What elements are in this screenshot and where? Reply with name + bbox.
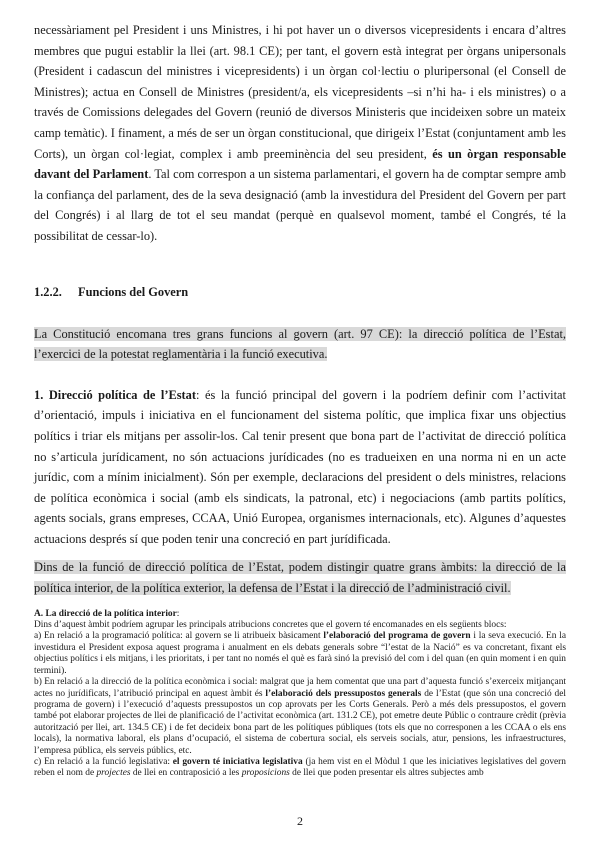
highlight-paragraph-2 [34, 557, 566, 598]
item-a [34, 631, 566, 677]
subsection-colon: : [176, 608, 180, 619]
subsection-heading: A. La direcció de la política interior [34, 608, 177, 619]
point1-title: 1. Direcció política de l’Estat [34, 387, 196, 402]
intro-paragraph [34, 20, 566, 247]
subsection-intro: Dins d’aquest àmbit podríem agrupar les principals atribucions concretes que el govern té encomanades en els següents blocs: [34, 620, 507, 631]
section-title: Funcions del Govern [78, 284, 189, 299]
item-c-bold: el govern té iniciativa legislativa [172, 756, 303, 767]
highlight-paragraph-1 [34, 324, 566, 365]
point1-paragraph [34, 385, 566, 550]
intro-text-1: necessàriament pel President i uns Ministres, i hi pot haver un o diversos vicepresidents i encara d’altres membres que pugui establir la llei (art. 98.1 CE); per tant, el govern està integrat per òrgans unipersonals (President i cadascun del ministres i vicepresidents) i un òrgan col·lectiu o pluripersonal (el Consell de Ministres); actua en Consell de Ministres (president/a, els vicepresidents –si n’hi ha- i els ministres) o a través de Comissions delegades del Govern (reunió de diversos Ministeris que incideixen sobre un mateix camp temàtic). I finament, a més de ser un òrgan constitucional, que dirigeix l’Estat (conjuntament amb les Corts), un òrgan col·legiat, complex i amb preeminència del seu president, [34, 23, 566, 161]
item-c-italic1: projectes [96, 768, 131, 779]
page-number: 2 [297, 814, 303, 828]
subsection-title [34, 609, 566, 620]
item-c [34, 757, 566, 780]
section-heading [34, 282, 566, 302]
item-c-post: de llei que poden presentar els altres subjectes amb [289, 768, 484, 779]
item-b-bold: l’elaboració dels pressupostos generals [265, 688, 422, 699]
highlight-text-1: La Constitució encomana tres grans funcions al govern (art. 97 CE): la direcció política de l’Estat, l’exercici de la potestat reglamentària i la funció executiva. [34, 326, 566, 362]
document-page [34, 20, 566, 780]
highlight-text-2: Dins de la funció de direcció política de l’Estat, podem distingir quatre grans àmbits: la direcció de la política interior, de la política exterior, la defensa de l’Estat i la direcció de l’administració civil. [34, 560, 566, 596]
item-c-pre: c) En relació a la funció legislativa: [34, 756, 173, 767]
item-b-post: de l’Estat (que són una concreció del programa de govern) i l’execució d’aquests pressupostos un cop aprovats per les Corts Generals. Però a més dels pressupostos, el govern també pot elaborar projectes de llei de planificació de l’activitat econòmica (art. 131.2 CE), pot emetre deute Públic o contraure crèdit (prèvia autorització per llei, art. 134.5 CE) i de fet decideix bona part de les polítiques públiques (tots els que no corresponen a les CCAA o els ens locals), la normativa laboral, els plans d’ocupació, el sistema de cobertura social, els serveis socials, atur, pensions, les infraestructures, l’empresa pública, els serveis públics, etc. [34, 688, 566, 756]
item-b-pre: b) En relació a la direcció de la política econòmica i social: malgrat que ja hem comentat que una part d’aquesta funció s’exerceix mitjançant actes no jurídificats, l’atribució principal en aquest àmbit és [34, 677, 566, 699]
item-a-post: i la seva execució. En la investidura el President exposa aquest programa i anualment en els debats generals sobre “l’estat de la Nació” es va concretant, fixant els objectius polítics i els mitjans, i les prioritats, i per tant no només el què es farà sinó la previsió del com i del quan (en quin moment i en quin termini). [34, 631, 566, 676]
item-c-italic2: proposicions [241, 768, 290, 779]
item-c-mid2: de llei en contraposició a les [130, 768, 242, 779]
intro-text-2: . Tal com correspon a un sistema parlamentari, el govern ha de comptar sempre amb la confiança del parlament, des de la seva designació (amb la investidura del President del Govern per part del Congrés) i al llarg de tot el seu mandat (perquè en qualsevol moment, també el Congrés, té la possibilitat de cessar-lo). [34, 167, 566, 243]
item-b [34, 677, 566, 757]
item-c-mid1: (ja hem vist en el Mòdul 1 que les iniciatives legislatives del govern reben el nom de [34, 756, 566, 779]
section-number: 1.2.2. [34, 284, 62, 299]
item-a-bold: l’elaboració del programa de govern [323, 631, 471, 642]
item-a-pre: a) En relació a la programació política: al govern se li atribueix bàsicament [34, 631, 324, 642]
point1-text: : és la funció principal del govern i la podríem definir com l’activitat d’orientació, impuls i iniciativa en el funcionament del sistema polític, que implica fixar uns objectius polítics i triar els mitjans per assolir-los. Cal tenir present que bona part de l’activitat de direcció política no s’articula jurídicament, no són actuacions jurídicades (no es tradueixen en una norma ni en un acte jurídic, com a mínim inicialment). Són per exemple, declaracions del president o dels ministres, relacions de política econòmica i social (amb els sindicats, la patronal, etc) i negociacions (amb partits polítics, agents socials, grans empreses, CCAA, Unió Europea, organismes internacionals, etc). Algunes d’aquestes actuacions després sí que poden tenir una concreció en part jurídificada. [34, 387, 566, 546]
intro-bold: és un òrgan responsable davant del Parlament [34, 146, 566, 182]
